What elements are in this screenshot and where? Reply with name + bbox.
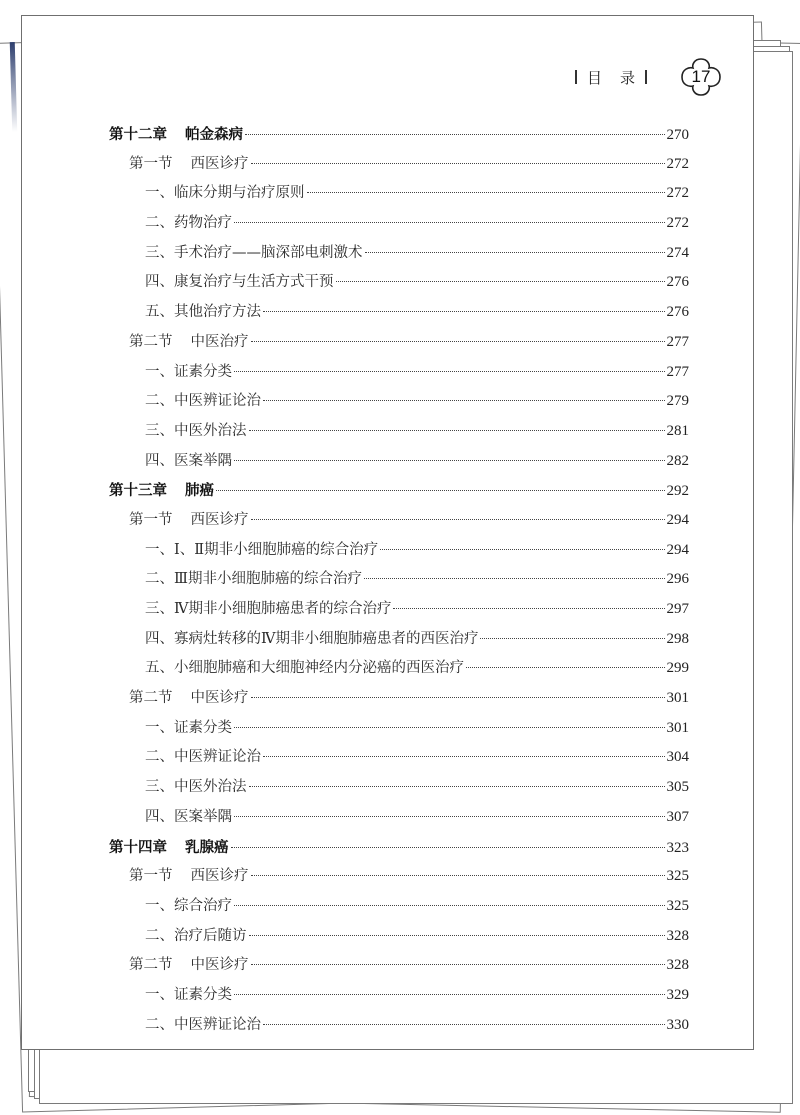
toc-page-number: 279	[666, 393, 689, 410]
toc-entry-title: 三、中医外治法	[145, 422, 247, 439]
toc-entry-title: 三、Ⅳ期非小细胞肺癌患者的综合治疗	[145, 601, 392, 617]
toc-entry-title: 西医诊疗	[190, 868, 249, 885]
dot-leader	[251, 340, 665, 342]
toc-page-number: 329	[666, 986, 689, 1003]
toc-subsection-entry[interactable]	[109, 298, 689, 328]
toc-entry-number: 第二节	[129, 333, 173, 350]
toc-entry-label	[145, 743, 261, 773]
toc-page-number: 277	[666, 363, 689, 380]
dot-leader	[234, 370, 665, 372]
document-page	[21, 15, 754, 1050]
toc-entry-label	[145, 209, 232, 239]
toc-entry-label	[129, 328, 249, 358]
dot-leader	[216, 489, 665, 491]
toc-entry-label	[145, 625, 478, 655]
toc-subsection-entry[interactable]	[109, 536, 689, 566]
toc-entry-title: 一、综合治疗	[145, 897, 232, 914]
toc-page-number: 298	[666, 630, 689, 647]
toc-entry-title: 乳腺癌	[185, 838, 229, 856]
toc-entry-label	[145, 773, 247, 803]
toc-entry-label	[145, 387, 261, 417]
dot-leader	[231, 846, 665, 848]
toc-entry-label	[145, 239, 363, 269]
toc-entry-title: 二、中医辨证论治	[145, 749, 261, 766]
toc-page-number: 277	[666, 333, 689, 350]
toc-section-entry[interactable]	[109, 684, 689, 714]
toc-page-number: 272	[666, 155, 689, 172]
toc-subsection-entry[interactable]	[109, 1011, 689, 1041]
page-number: 17	[691, 67, 711, 86]
toc-page-number: 305	[666, 779, 689, 796]
toc-entry-title: 中医诊疗	[190, 957, 249, 974]
dot-leader	[307, 191, 665, 193]
page-header	[565, 56, 723, 98]
toc-subsection-entry[interactable]	[109, 447, 689, 477]
toc-page-number: 330	[666, 1016, 689, 1033]
dot-leader	[249, 785, 665, 787]
dot-leader	[336, 280, 665, 282]
dot-leader	[263, 310, 665, 312]
toc-entry-title: 西医诊疗	[190, 155, 249, 172]
toc-entry-label	[145, 654, 464, 684]
running-title-char: 目	[586, 68, 602, 87]
toc-entry-title: 一、Ⅰ、Ⅱ期非小细胞肺癌的综合治疗	[145, 541, 379, 558]
toc-entry-title: 西医诊疗	[190, 511, 249, 528]
toc-page-number: 294	[666, 541, 689, 558]
toc-page-number: 301	[666, 719, 689, 736]
toc-page-number: 304	[666, 749, 689, 766]
dot-leader	[234, 993, 665, 995]
toc-entry-title: 五、小细胞肺癌和大细胞神经内分泌癌的西医治疗	[145, 660, 464, 677]
toc-subsection-entry[interactable]	[109, 625, 689, 655]
toc-entry-number: 第十二章	[109, 126, 167, 143]
toc-section-entry[interactable]	[109, 862, 689, 892]
dot-leader	[234, 815, 665, 817]
toc-entry-label	[145, 565, 362, 595]
toc-entry-title: 肺癌	[185, 482, 214, 500]
toc-entry-number: 第十三章	[109, 482, 167, 500]
toc-subsection-entry[interactable]	[109, 981, 689, 1011]
dot-leader	[380, 548, 664, 550]
dot-leader	[234, 221, 665, 223]
toc-entry-label	[145, 447, 232, 477]
toc-page-number: 276	[666, 274, 689, 291]
toc-entry-label	[145, 892, 232, 922]
toc-entry-number: 第二节	[129, 957, 173, 974]
dot-leader	[466, 666, 665, 668]
toc-entry-label	[129, 150, 249, 180]
toc-section-entry[interactable]	[109, 951, 689, 981]
toc-entry-title: 三、中医外治法	[145, 779, 247, 796]
toc-entry-number: 第十四章	[109, 838, 167, 856]
toc-entry-title: 中医诊疗	[190, 690, 249, 707]
dot-leader	[249, 934, 665, 936]
toc-entry-label	[145, 922, 247, 952]
toc-section-entry[interactable]	[109, 506, 689, 536]
toc-entry-label	[145, 803, 232, 833]
toc-page-number: 282	[666, 452, 689, 469]
dot-leader	[251, 874, 665, 876]
toc-entry-label	[109, 120, 243, 150]
toc-subsection-entry[interactable]	[109, 654, 689, 684]
toc-subsection-entry[interactable]	[109, 743, 689, 773]
toc-entry-title: 四、寡病灶转移的Ⅳ期非小细胞肺癌患者的西医治疗	[145, 630, 479, 647]
toc-entry-label	[145, 536, 378, 566]
toc-subsection-entry[interactable]	[109, 565, 689, 595]
toc-chapter-entry[interactable]	[109, 833, 689, 863]
toc-page-number: 272	[666, 185, 689, 202]
toc-entry-number: 第一节	[129, 868, 173, 885]
running-title-char: 录	[619, 68, 635, 87]
toc-page-number: 294	[666, 511, 689, 528]
toc-entry-title: 二、中医辨证论治	[145, 393, 261, 410]
dot-leader	[365, 251, 665, 253]
toc-entry-title: 一、证素分类	[145, 719, 232, 736]
toc-entry-label	[129, 862, 249, 892]
toc-entry-title: 四、医案举隅	[145, 808, 232, 825]
toc-chapter-entry[interactable]	[109, 476, 689, 506]
toc-entry-title: 五、其他治疗方法	[145, 304, 261, 321]
dot-leader	[251, 696, 665, 698]
toc-entry-title: 二、药物治疗	[145, 215, 232, 232]
dot-leader	[251, 963, 665, 965]
toc-entry-label	[129, 684, 249, 714]
toc-subsection-entry[interactable]	[109, 358, 689, 388]
toc-entry-title: 四、医案举隅	[145, 452, 232, 469]
toc-page-number: 276	[666, 304, 689, 321]
divider	[575, 70, 577, 84]
toc-entry-title: 二、中医辨证论治	[145, 1016, 261, 1033]
toc-entry-label	[129, 951, 249, 981]
table-of-contents	[109, 120, 689, 1040]
toc-subsection-entry[interactable]	[109, 239, 689, 269]
toc-entry-title: 三、手术治疗——脑深部电刺激术	[145, 244, 363, 261]
dot-leader	[263, 755, 665, 757]
toc-entry-title: 二、治疗后随访	[145, 927, 247, 944]
toc-entry-title: 一、临床分期与治疗原则	[145, 185, 305, 202]
toc-entry-label	[145, 268, 334, 298]
toc-section-entry[interactable]	[109, 150, 689, 180]
dot-leader	[251, 162, 665, 164]
dot-leader	[234, 459, 665, 461]
toc-page-number: 272	[666, 215, 689, 232]
toc-entry-title: 帕金森病	[185, 126, 243, 143]
toc-page-number: 274	[666, 244, 689, 261]
toc-entry-label	[145, 981, 232, 1011]
toc-page-number: 296	[666, 571, 689, 588]
toc-section-entry[interactable]	[109, 328, 689, 358]
toc-page-number: 301	[666, 690, 689, 707]
dot-leader	[234, 904, 665, 906]
toc-subsection-entry[interactable]	[109, 773, 689, 803]
toc-page-number: 323	[666, 839, 689, 856]
dot-leader	[263, 1023, 665, 1025]
toc-entry-label	[109, 476, 214, 506]
toc-chapter-entry[interactable]	[109, 120, 689, 150]
toc-entry-title: 二、Ⅲ期非小细胞肺癌的综合治疗	[145, 571, 362, 588]
toc-page-number: 292	[666, 483, 689, 500]
toc-entry-label	[109, 833, 229, 863]
toc-entry-label	[145, 417, 247, 447]
toc-subsection-entry[interactable]	[109, 268, 689, 298]
toc-subsection-entry[interactable]	[109, 595, 689, 625]
toc-subsection-entry[interactable]	[109, 209, 689, 239]
toc-subsection-entry[interactable]	[109, 387, 689, 417]
toc-subsection-entry[interactable]	[109, 179, 689, 209]
toc-page-number: 299	[666, 660, 689, 677]
dot-leader	[245, 133, 665, 135]
toc-entry-number: 第二节	[129, 690, 173, 707]
toc-entry-label	[145, 298, 261, 328]
toc-page-number: 297	[666, 601, 689, 617]
toc-entry-number: 第一节	[129, 155, 173, 172]
toc-page-number: 328	[666, 927, 689, 944]
toc-entry-title: 一、证素分类	[145, 363, 232, 380]
toc-entry-label	[129, 506, 249, 536]
dot-leader	[234, 726, 665, 728]
toc-entry-title: 中医治疗	[190, 333, 249, 350]
toc-page-number: 325	[666, 897, 689, 914]
toc-entry-label	[145, 358, 232, 388]
toc-subsection-entry[interactable]	[109, 803, 689, 833]
dot-leader	[393, 607, 664, 609]
toc-entry-label	[145, 714, 232, 744]
toc-entry-title: 四、康复治疗与生活方式干预	[145, 274, 334, 291]
toc-page-number: 270	[666, 127, 689, 143]
toc-subsection-entry[interactable]	[109, 922, 689, 952]
dot-leader	[249, 429, 665, 431]
toc-page-number: 307	[666, 808, 689, 825]
toc-entry-title: 一、证素分类	[145, 986, 232, 1003]
running-title	[565, 67, 657, 88]
toc-entry-label	[145, 1011, 261, 1041]
dot-leader	[364, 577, 665, 579]
toc-entry-label	[145, 179, 305, 209]
toc-subsection-entry[interactable]	[109, 892, 689, 922]
dot-leader	[263, 399, 665, 401]
toc-subsection-entry[interactable]	[109, 417, 689, 447]
toc-subsection-entry[interactable]	[109, 714, 689, 744]
toc-page-number: 325	[666, 868, 689, 885]
toc-entry-label	[145, 595, 391, 625]
toc-page-number: 328	[666, 957, 689, 974]
dot-leader	[251, 518, 665, 520]
dot-leader	[480, 637, 664, 639]
page-number-badge	[679, 56, 723, 98]
toc-entry-number: 第一节	[129, 511, 173, 528]
divider	[645, 70, 647, 84]
toc-page-number: 281	[666, 422, 689, 439]
